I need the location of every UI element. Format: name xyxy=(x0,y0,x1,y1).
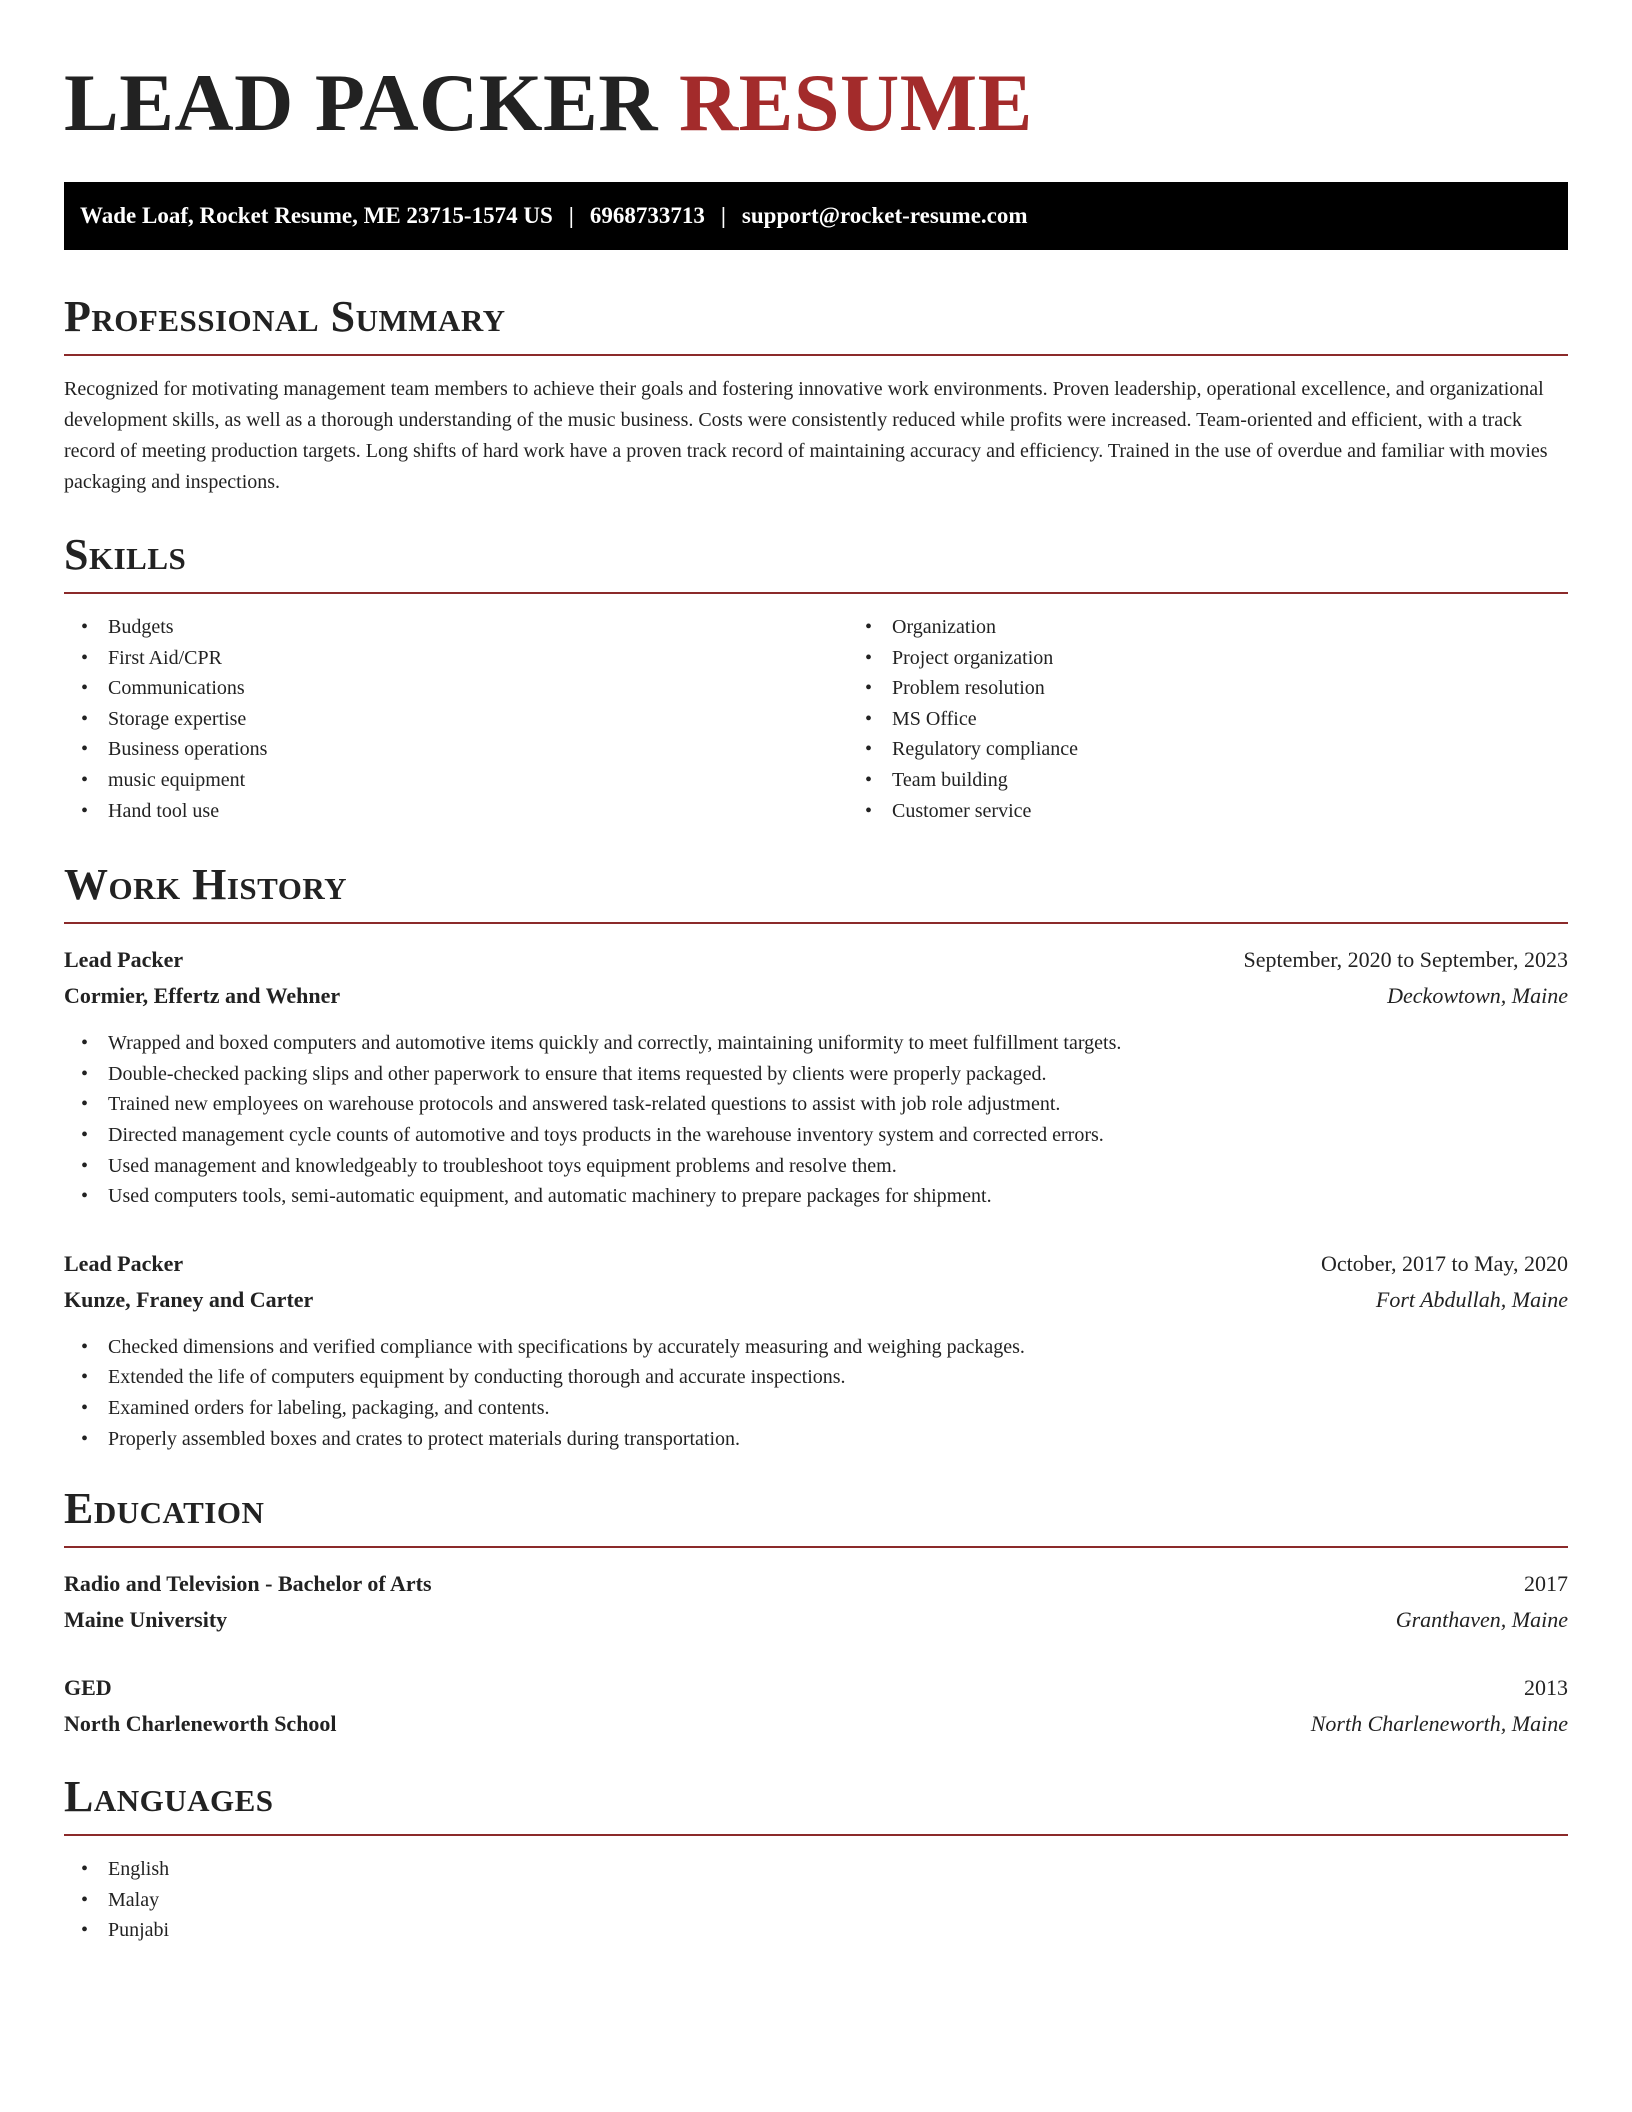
degree-year: 2013 xyxy=(1524,1675,1568,1701)
duty-item: • Trained new employees on warehouse protocols and answered task-related questions to assist with job role adjustment. xyxy=(108,1089,1568,1120)
work-heading: Work History xyxy=(64,860,348,910)
skill-item: • Project organization xyxy=(892,643,1568,674)
school-name: North Charleneworth School xyxy=(64,1711,337,1737)
school-row xyxy=(64,1706,1568,1742)
title-accent: RESUME xyxy=(678,57,1033,148)
degree-name: Radio and Television - Bachelor of Arts xyxy=(64,1571,432,1597)
section-divider xyxy=(64,354,1568,356)
skill-item: • music equipment xyxy=(108,765,848,796)
resume-title xyxy=(64,48,1568,158)
school-row xyxy=(64,1602,1568,1638)
skill-item: • Regulatory compliance xyxy=(892,734,1568,765)
skill-item: • Problem resolution xyxy=(892,673,1568,704)
education-heading: Education xyxy=(64,1484,265,1534)
contact-separator: | xyxy=(720,203,726,228)
duty-item: • Examined orders for labeling, packaging, and contents. xyxy=(108,1393,1568,1424)
duty-item: • Wrapped and boxed computers and automotive items quickly and correctly, maintaining uniformity to meet fulfillment targets. xyxy=(108,1028,1568,1059)
contact-address: Wade Loaf, Rocket Resume, ME 23715-1574 US xyxy=(80,203,553,228)
skill-item: • Team building xyxy=(892,765,1568,796)
skills-heading: Skills xyxy=(64,530,187,579)
skills-list-left xyxy=(64,612,848,826)
job-location: Fort Abdullah, Maine xyxy=(1375,1286,1568,1312)
job-company: Kunze, Franey and Carter xyxy=(64,1286,314,1312)
skill-item: • First Aid/CPR xyxy=(108,643,848,674)
job-duties xyxy=(64,1028,1568,1212)
job-duties xyxy=(64,1332,1568,1454)
job-company-row xyxy=(64,1282,1568,1318)
language-item: • Malay xyxy=(108,1885,1568,1916)
skill-item: • Business operations xyxy=(108,734,848,765)
work-section xyxy=(64,860,1568,1454)
skills-section xyxy=(64,530,1568,826)
skill-item: • Hand tool use xyxy=(108,796,848,827)
languages-section xyxy=(64,1772,1568,1946)
summary-section xyxy=(64,292,1568,498)
skill-item: • Organization xyxy=(892,612,1568,643)
job-company: Cormier, Effertz and Wehner xyxy=(64,983,341,1009)
job-company-row xyxy=(64,978,1568,1014)
section-divider xyxy=(64,1834,1568,1836)
language-item: • English xyxy=(108,1854,1568,1885)
section-divider xyxy=(64,1546,1568,1548)
degree-year: 2017 xyxy=(1524,1571,1568,1597)
summary-text: Recognized for motivating management team members to achieve their goals and fostering innovative work environments. Proven leadership, operational excellence, and organizational development skills, as well as a thorough understanding of the music business. Costs were consistently reduced while profits were increased. Team-oriented and efficient, with a track record of meeting production targets. Long shifts of hard work have a proven track record of maintaining accuracy and efficiency. Trained in the use of overdue and familiar with movies packaging and inspections. xyxy=(64,378,1548,493)
language-item: • Punjabi xyxy=(108,1915,1568,1946)
duty-item: • Properly assembled boxes and crates to protect materials during transportation. xyxy=(108,1424,1568,1455)
degree-row xyxy=(64,1566,1568,1602)
skill-item: • Customer service xyxy=(892,796,1568,827)
contact-phone[interactable]: 6968733713 xyxy=(589,203,705,228)
contact-separator: | xyxy=(568,203,574,228)
skill-item: • Budgets xyxy=(108,612,848,643)
education-entry xyxy=(64,1670,1568,1742)
section-divider xyxy=(64,922,1568,924)
job-title-row xyxy=(64,942,1568,978)
duty-item: • Used computers tools, semi-automatic equipment, and automatic machinery to prepare packages for shipment. xyxy=(108,1181,1568,1212)
contact-bar xyxy=(64,182,1568,250)
degree-row xyxy=(64,1670,1568,1706)
summary-heading: Professional Summary xyxy=(64,292,506,341)
job-title: Lead Packer xyxy=(64,947,184,973)
job-dates: October, 2017 to May, 2020 xyxy=(1321,1250,1568,1276)
contact-email[interactable]: support@rocket-resume.com xyxy=(741,203,1028,228)
duty-item: • Directed management cycle counts of automotive and toys products in the warehouse inventory system and corrected errors. xyxy=(108,1120,1568,1151)
school-location: Granthaven, Maine xyxy=(1395,1607,1568,1633)
school-name: Maine University xyxy=(64,1607,228,1633)
job-entry xyxy=(64,1246,1568,1454)
duty-item: • Double-checked packing slips and other paperwork to ensure that items requested by clients were properly packaged. xyxy=(108,1059,1568,1090)
skill-item: • Storage expertise xyxy=(108,704,848,735)
job-title-row xyxy=(64,1246,1568,1282)
duty-item: • Checked dimensions and verified compliance with specifications by accurately measuring and weighing packages. xyxy=(108,1332,1568,1363)
skill-item: • Communications xyxy=(108,673,848,704)
skill-item: • MS Office xyxy=(892,704,1568,735)
duty-item: • Used management and knowledgeably to troubleshoot toys equipment problems and resolve them. xyxy=(108,1151,1568,1182)
job-location: Deckowtown, Maine xyxy=(1387,983,1568,1009)
job-title: Lead Packer xyxy=(64,1250,184,1276)
degree-name: GED xyxy=(64,1675,112,1701)
school-location: North Charleneworth, Maine xyxy=(1310,1711,1568,1737)
education-section xyxy=(64,1484,1568,1742)
title-main: LEAD PACKER xyxy=(64,57,658,148)
education-entry xyxy=(64,1566,1568,1638)
skills-list-right xyxy=(848,612,1568,826)
skills-grid xyxy=(64,594,1568,826)
languages-list xyxy=(64,1854,1568,1946)
duty-item: • Extended the life of computers equipment by conducting thorough and accurate inspections. xyxy=(108,1362,1568,1393)
languages-heading: Languages xyxy=(64,1772,274,1822)
job-dates: September, 2020 to September, 2023 xyxy=(1243,947,1568,973)
job-entry xyxy=(64,942,1568,1212)
